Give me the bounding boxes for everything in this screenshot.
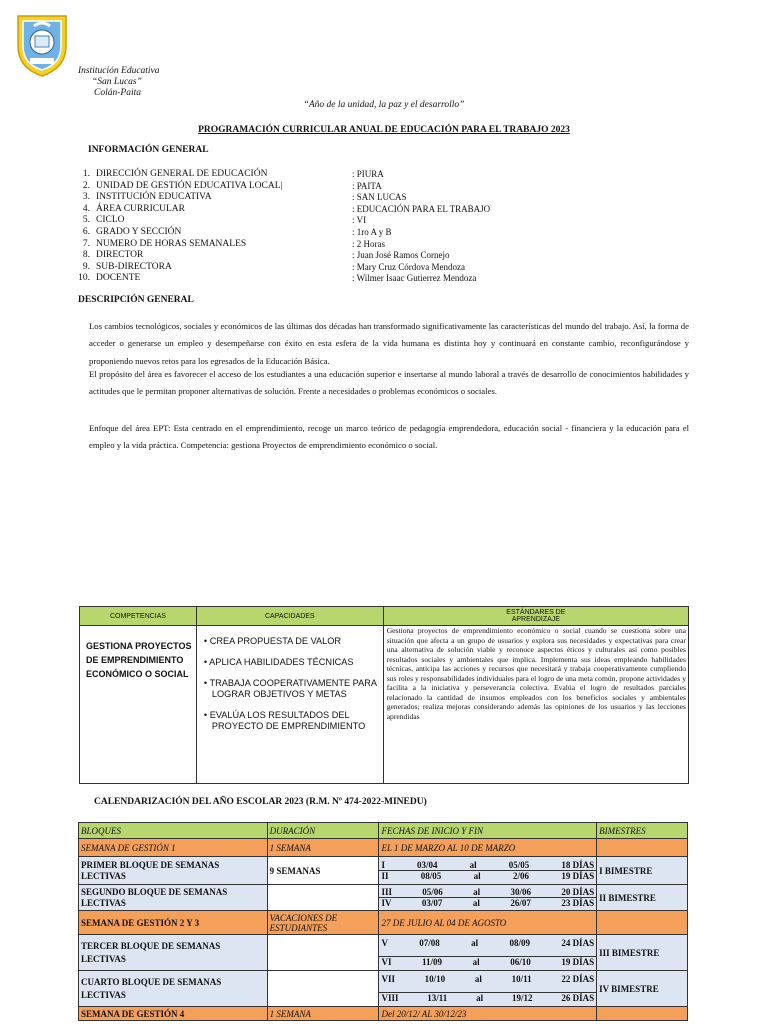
cal-row7-fechas: Del 20/12/ AL 30/12/23 bbox=[379, 1007, 597, 1021]
info-value: : 2 Horas bbox=[352, 238, 385, 249]
info-row bbox=[74, 250, 490, 262]
info-num: 8. bbox=[82, 250, 90, 261]
description-heading: DESCRIPCIÓN GENERAL bbox=[78, 295, 194, 305]
info-row bbox=[74, 169, 490, 181]
info-label: NUMERO DE HORAS SEMANALES bbox=[96, 238, 247, 249]
cal-row2-period-1: I 03/04 al 05/05 18 DÍAS bbox=[381, 860, 595, 870]
info-label: GRADO Y SECCIÓN bbox=[96, 226, 182, 237]
description-paragraph-3: Enfoque del área EPT: Esta centrado en el emprendimiento, recoge un marco teórico de pedagogía emprendedora, educación social - financiera y la educación para el empleo y la vida práctica. Competencia: gestiona Proyectos de emprendimiento económico o social. bbox=[89, 423, 689, 451]
info-value: : PAITA bbox=[352, 180, 382, 191]
calendar-heading: CALENDARIZACIÓN DEL AÑO ESCOLAR 2023 (R.M. Nº 474-2022-MINEDU) bbox=[94, 797, 427, 807]
cal-row6-bloque: CUARTO BLOQUE DE SEMANAS LECTIVAS bbox=[79, 971, 268, 1007]
info-num: 4. bbox=[82, 203, 90, 214]
description-paragraph-1: Los cambios tecnológicos, sociales y económicos de las últimas dos décadas han transformado significativamente las características del mundo del trabajo. Así, la forma de acceder o generarse un empleo y desempeñarse con éxito en esta esfera de la vida humana es distinta hoy y continuará en constante cambio, reconfigurándose y proponiendo nuevos retos para los egresados de la Educación Básica. bbox=[89, 321, 689, 366]
capacity-item: • TRABAJA COOPERATIVAMENTE PARA LOGRAR OBJETIVOS Y METAS bbox=[203, 678, 377, 699]
institution-name: “San Lucas” bbox=[92, 77, 142, 87]
info-value: : SAN LUCAS bbox=[352, 192, 407, 203]
info-value: : 1ro A y B bbox=[352, 226, 392, 237]
info-value: : PIURA bbox=[352, 169, 384, 179]
cal-row2-period-2: II 08/05 al 2/06 19 DÍAS bbox=[381, 871, 595, 881]
info-label: SUB-DIRECTORA bbox=[96, 261, 172, 272]
general-info-heading: INFORMACIÓN GENERAL bbox=[88, 145, 209, 155]
info-num: 2. bbox=[82, 180, 90, 191]
info-label: CICLO bbox=[96, 215, 125, 226]
cal-row3-bloque: SEGUNDO BLOQUE DE SEMANAS LECTIVAS bbox=[79, 885, 268, 911]
institution-location: Colán-Paita bbox=[94, 88, 141, 98]
cal-row5-bimestre: III BIMESTRE bbox=[597, 935, 688, 971]
general-info-list bbox=[74, 169, 490, 285]
institution-block bbox=[78, 66, 160, 99]
cal-row7-duracion: 1 SEMANA bbox=[267, 1007, 379, 1021]
info-num: 3. bbox=[82, 192, 90, 203]
school-logo bbox=[14, 12, 70, 78]
cal-row7-bloque: SEMANA DE GESTIÓN 4 bbox=[79, 1007, 268, 1021]
cal-row2-duracion: 9 SEMANAS bbox=[267, 857, 379, 885]
cal-row4-bloque: SEMANA DE GESTIÓN 2 Y 3 bbox=[79, 911, 268, 935]
document-title: PROGRAMACIÓN CURRICULAR ANUAL DE EDUCACIÓN PARA EL TRABAJO 2023 bbox=[198, 125, 570, 135]
info-row bbox=[74, 192, 490, 204]
cal-row4-fechas: 27 DE JULIO AL 04 DE AGOSTO bbox=[379, 911, 597, 935]
info-label: DIRECCIÓN GENERAL DE EDUCACIÓN bbox=[96, 169, 268, 179]
standard-cell: Gestiona proyectos de emprendimiento económico o social cuando se cuestiona sobre una situación que afecta a un grupo de usuarios y explora sus necesidades y expectativas para crear una alternativa de solución viable y reconoce aspectos éticos y culturales así como posibles resultados sociales y ambientales que implica. Implementa sus ideas empleando habilidades técnicas, anticipa las acciones y recursos que necesitará y trabaja cooperativamente cumpliendo sus roles y responsabilidades individuales para el logro de una meta común, propone actividades y facilita a la iniciativa y perseverancia colectiva. Evalúa el logro de resultados parciales relacionado la cantidad de insumos empleados con los beneficios sociales y ambientales generados; realiza mejoras considerando además las opiniones de los usuarios y las lecciones aprendidas bbox=[383, 626, 688, 784]
info-num: 5. bbox=[82, 215, 90, 226]
capacity-item: • APLICA HABILIDADES TÉCNICAS bbox=[203, 657, 354, 667]
info-value: : VI bbox=[352, 215, 367, 226]
info-value: : Wilmer Isaac Gutierrez Mendoza bbox=[352, 273, 477, 284]
info-value: : Mary Cruz Córdova Mendoza bbox=[352, 261, 465, 272]
cal-row3-period-2: IV 03/07 al 26/07 23 DÍAS bbox=[381, 898, 595, 908]
competencies-table bbox=[79, 606, 689, 784]
cal-row6-period-2: VIII 13/11 al 19/12 26 DÍAS bbox=[381, 993, 595, 1003]
cal-row4-duracion: VACACIONES DE ESTUDIANTES bbox=[267, 911, 379, 935]
header-capacidades: CAPACIDADES bbox=[196, 607, 383, 626]
info-num: 1. bbox=[82, 169, 90, 179]
info-label: INSTITUCIÓN EDUCATIVA bbox=[96, 192, 212, 203]
cal-row3-period-1: III 05/06 al 30/06 20 DÍAS bbox=[381, 887, 595, 897]
info-label: DIRECTOR bbox=[96, 250, 144, 261]
cal-row2-bloque: PRIMER BLOQUE DE SEMANAS LECTIVAS bbox=[79, 857, 268, 885]
info-row bbox=[74, 262, 490, 274]
year-motto: “Año de la unidad, la paz y el desarrollo” bbox=[303, 100, 465, 110]
cal-header-duracion: DURACIÓN bbox=[267, 823, 379, 839]
capacity-item: • EVALÚA LOS RESULTADOS DEL PROYECTO DE EMPRENDIMIENTO bbox=[203, 710, 366, 731]
cal-row6-period-1: VII 10/10 al 10/11 22 DÍAS bbox=[381, 974, 595, 984]
header-estandares: ESTÁNDARES DE APRENDIZAJE bbox=[383, 607, 688, 626]
cal-row2-bimestre: I BIMESTRE bbox=[597, 857, 688, 885]
cal-row1-fechas: EL 1 DE MARZO AL 10 DE MARZO bbox=[379, 839, 597, 857]
cal-row5-bloque: TERCER BLOQUE DE SEMANAS LECTIVAS bbox=[79, 935, 268, 971]
info-row bbox=[74, 273, 490, 285]
cal-header-bloques: BLOQUES bbox=[79, 823, 268, 839]
info-num: 9. bbox=[82, 261, 90, 272]
info-row bbox=[74, 215, 490, 227]
institution-line: Institución Educativa bbox=[78, 66, 160, 76]
info-num: 7. bbox=[82, 238, 90, 249]
info-num: 6. bbox=[82, 226, 90, 237]
info-row bbox=[74, 239, 490, 251]
info-value: : Juan José Ramos Cornejo bbox=[352, 250, 450, 261]
capacity-item: • CREA PROPUESTA DE VALOR bbox=[203, 636, 342, 646]
cal-row5-period-1: V 07/08 al 08/09 24 DÍAS bbox=[381, 938, 595, 948]
cal-header-fechas: FECHAS DE INICIO Y FIN bbox=[379, 823, 597, 839]
cal-row3-bimestre: II BIMESTRE bbox=[597, 885, 688, 911]
cal-row5-period-2: VI 11/09 al 06/10 19 DÍAS bbox=[381, 957, 595, 967]
info-row bbox=[74, 181, 490, 193]
info-num: 10. bbox=[78, 273, 90, 284]
header-competencias: COMPETENCIAS bbox=[80, 607, 197, 626]
info-label: DOCENTE bbox=[96, 273, 141, 284]
cal-row1-bloque: SEMANA DE GESTIÓN 1 bbox=[79, 839, 268, 857]
cal-row1-duracion: 1 SEMANA bbox=[267, 839, 379, 857]
cal-header-bimestres: BIMESTRES bbox=[597, 823, 688, 839]
cal-row6-bimestre: IV BIMESTRE bbox=[597, 971, 688, 1007]
info-label: ÁREA CURRICULAR bbox=[96, 203, 185, 214]
info-label: UNIDAD DE GESTIÓN EDUCATIVA LOCAL| bbox=[96, 180, 283, 191]
info-row bbox=[74, 204, 490, 216]
capacities-cell bbox=[196, 626, 383, 784]
calendar-table bbox=[78, 822, 688, 1021]
info-row bbox=[74, 227, 490, 239]
description-paragraph-2: El propósito del área es favorecer el acceso de los estudiantes a una educación superior e insertarse al mundo laboral a través de desarrollo de conocimientos habilidades y actitudes que le permitan proponer alternativas de solución. Frente a necesidades o problemas económicos o sociales. bbox=[89, 369, 689, 397]
info-value: : EDUCACIÓN PARA EL TRABAJO bbox=[352, 203, 491, 214]
competency-cell: GESTIONA PROYECTOS DE EMPRENDIMIENTO ECONÓMICO O SOCIAL bbox=[80, 626, 197, 784]
